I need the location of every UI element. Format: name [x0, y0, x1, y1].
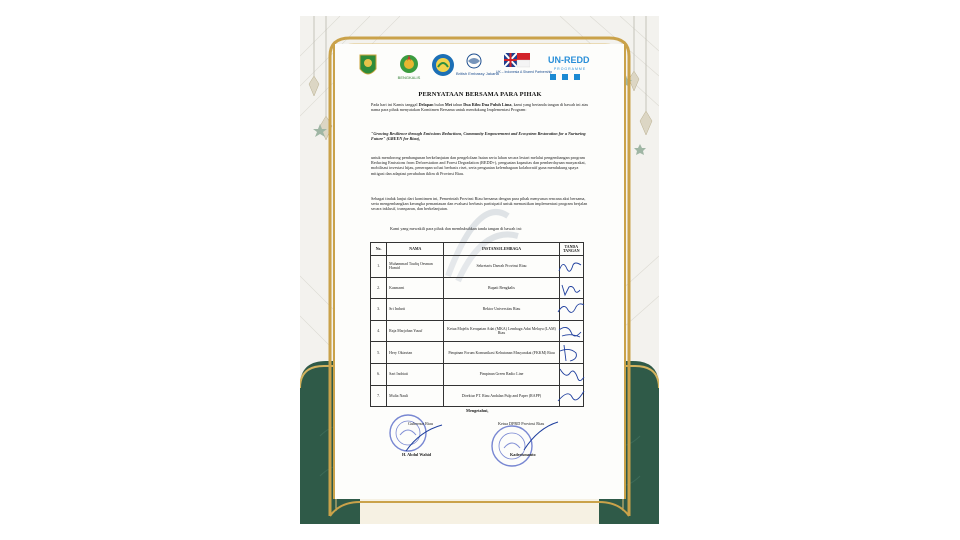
- uk-indonesia-flag-icon: [504, 53, 530, 69]
- witness-label: [466, 408, 488, 413]
- university-emblem-icon: [431, 53, 455, 77]
- table-row: 2. Kasmarni Bupati Bengkalis: [371, 277, 584, 299]
- signature-cell: [559, 363, 584, 385]
- dprd-role: Ketua DPRD Provinsi Riau: [498, 421, 545, 426]
- purpose-paragraph: untuk mendorong pembangunan berkelanjutan dan pengelolaan hutan serta lahan secara lestari melalui pengembangan program Reducing Emissions from Deforestation and Forest Degradation (REDD+), penguatan kapasitas dan pemberdayaan masyarakat, mobilisasi investasi hijau, penerapan solusi berbasis riset, serta penguatan kelembagaan kolaboratif guna mendukung upaya mitigasi dan adaptasi perubahan iklim di Provinsi Riau.: [371, 155, 586, 176]
- signature-mark: [556, 279, 586, 299]
- program-title: "Growing Resilience through Emissions Reductions, Community Empowerment and Ecosystem Restoration for a Nurturing Future" (GREEN for Riau),: [371, 131, 586, 142]
- governor-role: Gubernur Riau: [408, 421, 434, 426]
- bengkalis-caption: BENGKALIS: [397, 75, 421, 80]
- col-signature: TANDA TANGAN: [559, 243, 584, 256]
- table-row: 1. Muhammad Taufiq Oesman Hamid Sekretaris Daerah Provinsi Riau: [371, 256, 584, 278]
- signature-cell: [559, 277, 584, 299]
- british-embassy-icon: [464, 53, 484, 71]
- col-institution: INSTANSI/LEMBAGA: [444, 243, 559, 256]
- signature-mark: [556, 300, 586, 320]
- signature-cell: [559, 299, 584, 321]
- signature-cell: [559, 385, 584, 407]
- signatories-intro: Kami yang mewakili para pihak dan membubuhkan tanda tangan di bawah ini:: [390, 226, 522, 231]
- opening-paragraph: Pada hari ini Kamis tanggal Delapan bulan Mei tahun Dua Ribu Dua Puluh Lima, kami yang bertanda tangan di bawah ini atas nama para pihak menyatakan Komitmen Bersama untuk mendukung Implementasi Program:: [371, 102, 589, 113]
- dprd-seal: [484, 420, 564, 472]
- signature-mark: [556, 387, 586, 407]
- table-row: 5. Hery Oktavian Pimpinan Forum Komunikasi Kehutanan Masyarakat (FKKM) Riau: [371, 342, 584, 364]
- col-name: NAMA: [387, 243, 444, 256]
- signatories-table: [370, 242, 584, 407]
- table-row: 7. Mulia Nauli Direktur PT. Riau Andalan Pulp and Paper (RAPP): [371, 385, 584, 407]
- governor-name: H. Abdul Wahid: [402, 452, 432, 457]
- document-title: PERNYATAAN BERSAMA PARA PIHAK: [418, 91, 542, 98]
- col-no: No.: [371, 243, 387, 256]
- signature-mark: [556, 343, 586, 363]
- signature-cell: [559, 342, 584, 364]
- witness-label-text: Mengetahui,: [466, 408, 489, 413]
- dprd-name: Kaderismanto: [510, 452, 536, 457]
- bengkalis-emblem-icon: [398, 53, 420, 75]
- uk-indonesia-caption: UK – Indonesia A Shared Partnership: [496, 70, 553, 74]
- un-agency-icons: [550, 73, 590, 81]
- riau-province-emblem-icon: [358, 53, 378, 79]
- signature-mark: [556, 322, 586, 342]
- signature-cell: [559, 256, 584, 278]
- followup-paragraph: Sebagai tindak lanjut dari komitmen ini, Pemerintah Provinsi Riau bersama dengan para pihak menyusun rencana aksi bersama, serta mengembangkan kerangka pemantauan dan evaluasi berbasis partisipatif untuk memastikan implementasi program berjalan secara inklusif, transparan, dan berkelanjutan.: [371, 196, 588, 212]
- british-embassy-caption: British Embassy Jakarta: [456, 71, 499, 76]
- un-redd-subtitle: PROGRAMME: [553, 67, 587, 71]
- signature-mark: [556, 257, 586, 277]
- table-row: 6. Sari Indriati Pimpinan Green Radio Line: [371, 363, 584, 385]
- signature-cell: [559, 320, 584, 342]
- table-row: 4. Raja Marjohan Yusuf Ketua Majelis Kerapatan Adat (MKA) Lembaga Adat Melayu (LAM) Riau: [371, 320, 584, 342]
- signature-mark: [556, 365, 586, 385]
- un-redd-wordmark: UN-REDD: [548, 55, 590, 65]
- table-row: 3. Sri Indarti Rektor Universitas Riau: [371, 299, 584, 321]
